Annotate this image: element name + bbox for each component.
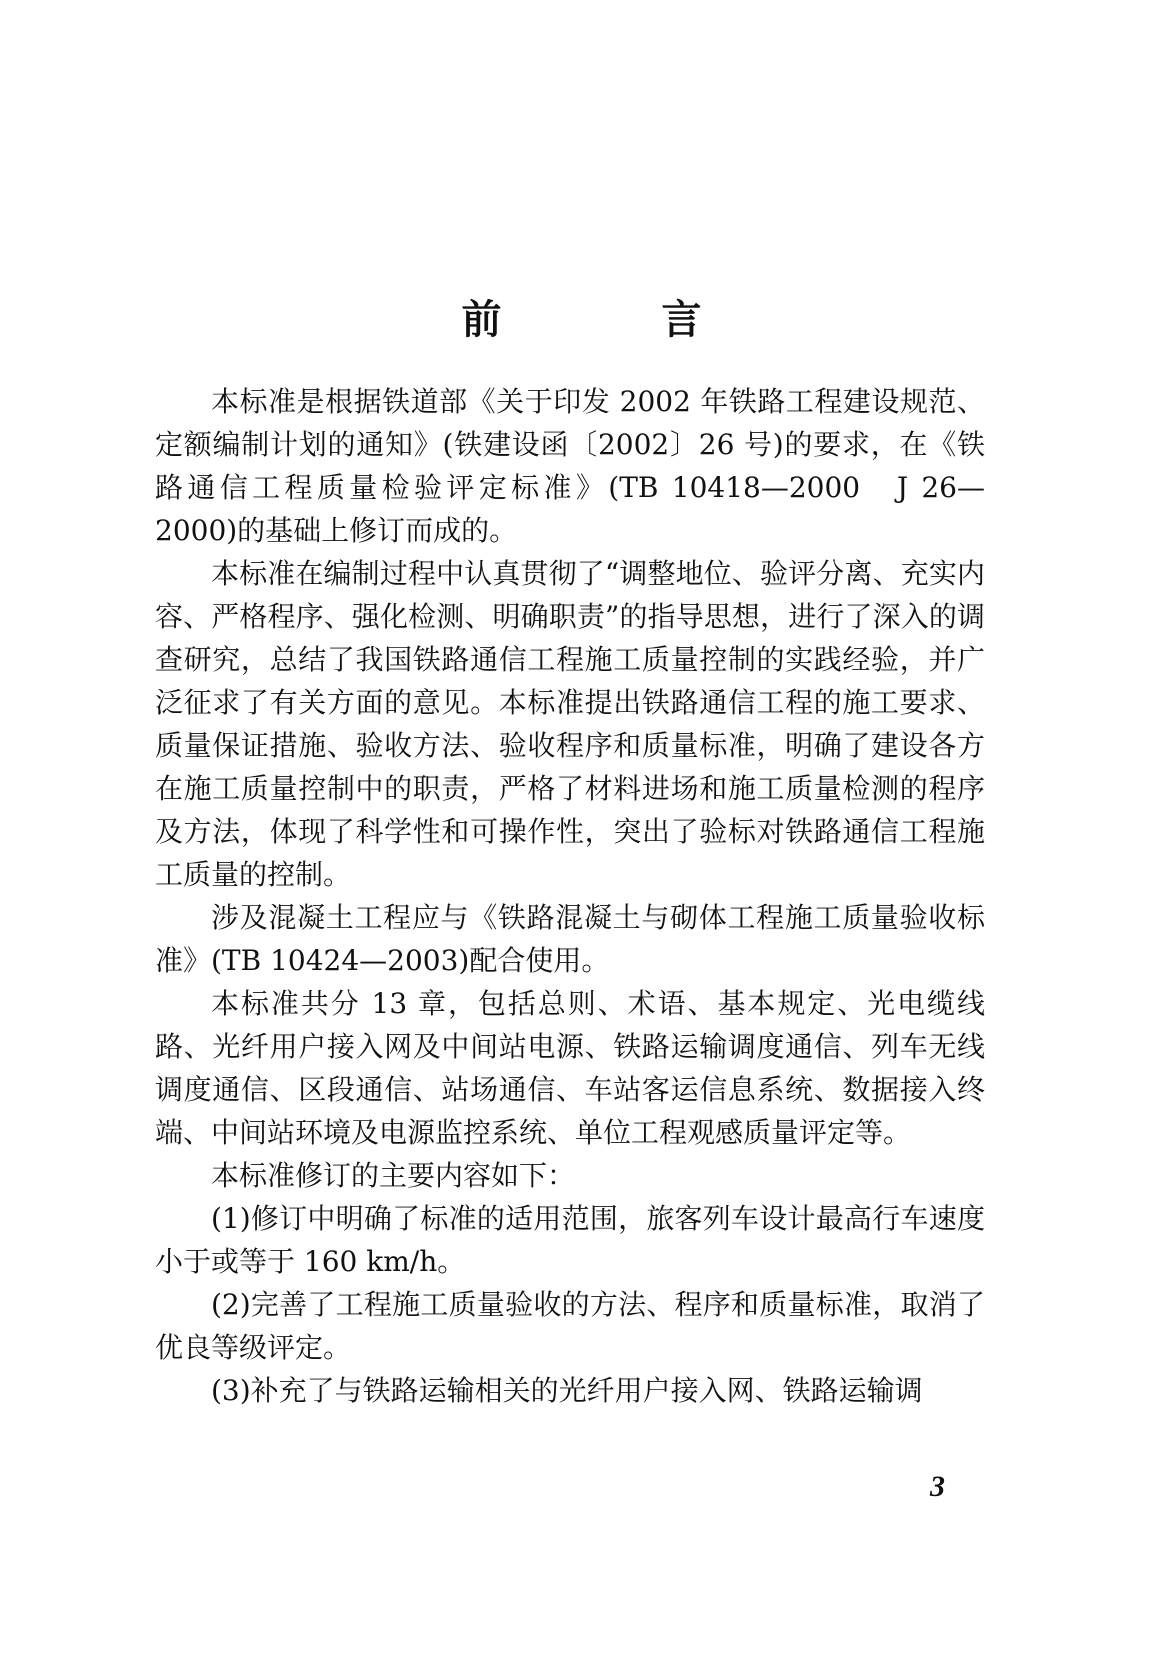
paragraph-revision-intro: 本标准修订的主要内容如下：: [211, 1159, 576, 1192]
paragraph-revision-2: (2)完善了工程施工质量验收的方法、程序和质量标准，取消了优良等级评定。: [155, 1288, 985, 1364]
paragraph-concrete-reference: 涉及混凝土工程应与《铁路混凝土与砌体工程施工质量验收标准》(TB 10424—2003)配合使用。: [155, 901, 985, 977]
paragraph-chapters: 本标准共分 13 章，包括总则、术语、基本规定、光电缆线路、光纤用户接入网及中间站电源、铁路运输调度通信、列车无线调度通信、区段通信、站场通信、车站客运信息系统、数据接入终端、中间站环境及电源监控系统、单位工程观感质量评定等。: [155, 987, 985, 1149]
paragraph-basis: 本标准是根据铁道部《关于印发 2002 年铁路工程建设规范、定额编制计划的通知》(铁建设函〔2002〕26 号)的要求，在《铁路通信工程质量检验评定标准》(TB 10418—2000 J 26—2000)的基础上修订而成的。: [155, 385, 985, 547]
page-title: 前 言: [461, 296, 762, 343]
page-number: 3: [930, 1470, 945, 1503]
paragraph-revision-1: (1)修订中明确了标准的适用范围，旅客列车设计最高行车速度小于或等于 160 km/h。: [155, 1202, 985, 1278]
paragraph-revision-3: (3)补充了与铁路运输相关的光纤用户接入网、铁路运输调: [211, 1374, 923, 1407]
paragraph-guiding-principles: 本标准在编制过程中认真贯彻了“调整地位、验评分离、充实内容、严格程序、强化检测、明确职责”的指导思想，进行了深入的调查研究，总结了我国铁路通信工程施工质量控制的实践经验，并广泛征求了有关方面的意见。本标准提出铁路通信工程的施工要求、质量保证措施、验收方法、验收程序和质量标准，明确了建设各方在施工质量控制中的职责，严格了材料进场和施工质量检测的程序及方法，体现了科学性和可操作性，突出了验标对铁路通信工程施工质量的控制。: [155, 557, 985, 891]
document-body: [155, 380, 985, 1412]
